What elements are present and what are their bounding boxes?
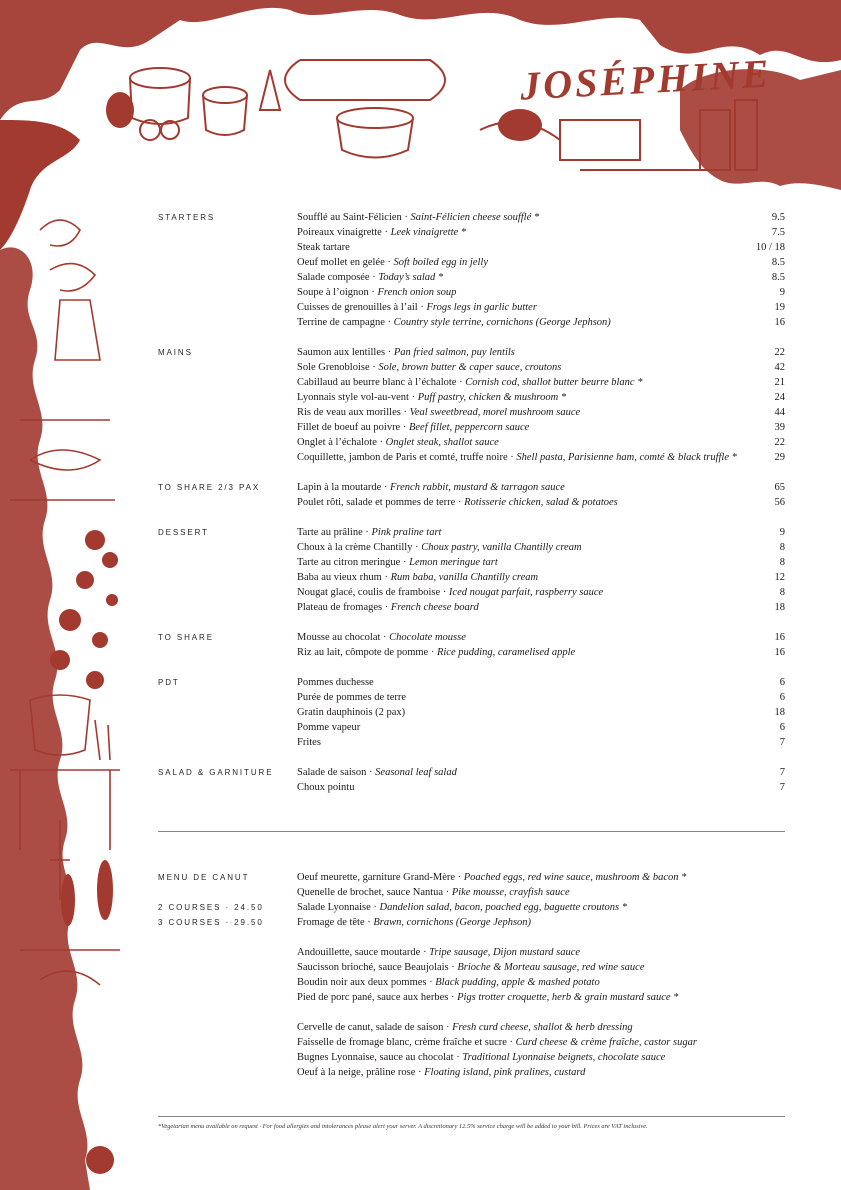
menu-item: Tarte au citron meringue · Lemon meringue tart 8 [297, 557, 785, 568]
item-translation: Floating island, pink pralines, custard [424, 1067, 586, 1078]
item-translation: Puff pastry, chicken & mushroom * [417, 392, 567, 403]
item-translation: Leek vinaigrette * [390, 227, 467, 238]
menu-item [297, 780, 785, 795]
section-label: MENU DE CANUT [158, 873, 250, 882]
item-translation: Iced nougat parfait, raspberry sauce [448, 587, 604, 598]
item-name: Coquillette, jambon de Paris et comté, truffe noire [297, 452, 508, 463]
item-price: 9 [779, 527, 785, 538]
item-name: Lapin à la moutarde [297, 482, 382, 493]
item-price: 44 [774, 407, 785, 418]
item-translation: Poached eggs, red wine sauce, mushroom & bacon * [463, 872, 687, 883]
item-name: Frites [297, 737, 321, 748]
menu-item: Salade de saison · Seasonal leaf salad 7 [297, 767, 785, 778]
item-translation: Onglet steak, shallot sauce [385, 437, 499, 448]
item-name: Choux pointu [297, 782, 355, 793]
item-price: 6 [779, 677, 785, 688]
item-name: Purée de pommes de terre [297, 692, 407, 703]
item-translation: Beef fillet, peppercorn sauce [408, 422, 530, 433]
menu-item: Salade composée · Today’s salad * 8.5 [297, 272, 785, 283]
item-name: Soupe à l’oignon [297, 287, 369, 298]
section-label: TO SHARE [158, 633, 214, 642]
item-name: Nougat glacé, coulis de framboise [297, 587, 441, 598]
item-price: 7 [779, 767, 785, 778]
item-translation: Today’s salad * [378, 272, 444, 283]
section-label: PDT [158, 678, 180, 687]
item-translation: Pink praline tart [371, 527, 442, 538]
menu-item [297, 675, 785, 690]
menu-item: Riz au lait, cômpote de pomme · Rice pudding, caramelised apple 16 [297, 647, 785, 658]
item-translation: Pigs trotter croquette, herb & grain mustard sauce * [457, 992, 679, 1003]
item-translation: Seasonal leaf salad [375, 767, 457, 778]
item-price: 24 [774, 392, 785, 403]
item-name: Onglet à l’échalote [297, 437, 377, 448]
item-price: 39 [774, 422, 785, 433]
item-translation: Lemon meringue tart [409, 557, 498, 568]
menu-item: Saucisson brioché, sauce Beaujolais · Brioche & Morteau sausage, red wine sauce [297, 962, 645, 973]
item-translation: Brawn, cornichons (George Jephson) [373, 917, 532, 928]
item-name: Faisselle de fromage blanc, crème fraîche et sucre [297, 1037, 507, 1048]
item-translation: Tripe sausage, Dijon mustard sauce [429, 947, 581, 958]
item-translation: French onion soup [377, 287, 457, 298]
menu-item: Mousse au chocolat · Chocolate mousse 16 [297, 632, 785, 643]
item-list [297, 675, 785, 750]
item-name: Saumon aux lentilles [297, 347, 386, 358]
item-translation: Country style terrine, cornichons (George Jephson) [393, 317, 611, 328]
three-courses-price: 3 COURSES · 29.50 [158, 918, 264, 927]
menu-item: Quenelle de brochet, sauce Nantua · Pike mousse, crayfish sauce [297, 887, 570, 898]
item-translation: Dandelion salad, bacon, poached egg, baguette croutons * [379, 902, 628, 913]
item-translation: Saint-Félicien cheese soufflé * [410, 212, 540, 223]
item-name: Pommes duchesse [297, 677, 374, 688]
item-translation: Choux pastry, vanilla Chantilly cream [421, 542, 582, 553]
menu-item: Andouillette, sauce moutarde · Tripe sausage, Dijon mustard sauce [297, 947, 581, 958]
item-translation: Pike mousse, crayfish sauce [451, 887, 570, 898]
menu-item: Choux à la crème Chantilly · Choux pastry, vanilla Chantilly cream 8 [297, 542, 785, 553]
item-name: Soufflé au Saint-Félicien [297, 212, 402, 223]
item-translation: Pan fried salmon, puy lentils [393, 347, 515, 358]
item-price: 65 [774, 482, 785, 493]
item-price: 12 [774, 572, 785, 583]
canut-group-mains [297, 945, 785, 1005]
item-name: Fromage de tête [297, 917, 365, 928]
menu-item: Oeuf à la neige, prâline rose · Floating island, pink pralines, custard [297, 1067, 586, 1078]
item-translation: Curd cheese & crème fraîche, castor sugar [515, 1037, 697, 1048]
item-name: Cabillaud au beurre blanc à l’échalote [297, 377, 457, 388]
item-name: Boudin noir aux deux pommes [297, 977, 427, 988]
menu-item [297, 720, 785, 735]
menu-item: Bugnes Lyonnaise, sauce au chocolat · Traditional Lyonnaise beignets, chocolate sauce [297, 1052, 666, 1063]
menu-item: Faisselle de fromage blanc, crème fraîche et sucre · Curd cheese & crème fraîche, castor sugar [297, 1037, 697, 1048]
menu-item: Oeuf meurette, garniture Grand-Mère · Poached eggs, red wine sauce, mushroom & bacon * [297, 872, 687, 883]
menu-item: Lyonnais style vol-au-vent · Puff pastry, chicken & mushroom * 24 [297, 392, 785, 403]
divider [158, 1116, 785, 1117]
item-translation: Veal sweetbread, morel mushroom sauce [409, 407, 581, 418]
menu-item: Terrine de campagne · Country style terrine, cornichons (George Jephson) 16 [297, 317, 785, 328]
item-name: Choux à la crème Chantilly [297, 542, 413, 553]
item-price: 7 [779, 782, 785, 793]
item-price: 19 [774, 302, 785, 313]
menu-item: Sole Grenobloise · Sole, brown butter & caper sauce, croutons 42 [297, 362, 785, 373]
item-name: Mousse au chocolat [297, 632, 381, 643]
menu-item: Poulet rôti, salade et pommes de terre · Rotisserie chicken, salad & potatoes 56 [297, 497, 785, 508]
item-translation: Shell pasta, Parisienne ham, comté & black truffle * [516, 452, 737, 463]
item-list [297, 630, 785, 660]
menu-item: Soufflé au Saint-Félicien · Saint-Félicien cheese soufflé * 9.5 [297, 212, 785, 223]
item-name: Quenelle de brochet, sauce Nantua [297, 887, 444, 898]
item-translation: Cornish cod, shallot butter beurre blanc * [465, 377, 643, 388]
item-price: 9 [779, 287, 785, 298]
item-name: Lyonnais style vol-au-vent [297, 392, 409, 403]
item-price: 16 [774, 647, 785, 658]
item-name: Gratin dauphinois (2 pax) [297, 707, 406, 718]
item-list [297, 480, 785, 510]
item-translation: Rice pudding, caramelised apple [436, 647, 576, 658]
item-name: Pied de porc pané, sauce aux herbes [297, 992, 449, 1003]
item-name: Cervelle de canut, salade de saison [297, 1022, 444, 1033]
item-name: Saucisson brioché, sauce Beaujolais [297, 962, 449, 973]
canut-group-desserts [297, 1020, 785, 1080]
item-list [297, 210, 785, 330]
section-label: STARTERS [158, 213, 216, 222]
item-name: Baba au vieux rhum [297, 572, 382, 583]
item-price: 7 [779, 737, 785, 748]
divider [158, 831, 785, 832]
section-label: DESSERT [158, 528, 209, 537]
menu-item [297, 690, 785, 705]
item-price: 8.5 [771, 272, 785, 283]
item-translation: Black pudding, apple & mashed potato [435, 977, 600, 988]
menu-item: Fillet de boeuf au poivre · Beef fillet, peppercorn sauce 39 [297, 422, 785, 433]
item-price: 6 [779, 722, 785, 733]
item-price: 18 [774, 602, 785, 613]
item-price: 7.5 [771, 227, 785, 238]
menu-item: Lapin à la moutarde · French rabbit, mustard & tarragon sauce 65 [297, 482, 785, 493]
item-name: Salade de saison [297, 767, 367, 778]
item-translation: Brioche & Morteau sausage, red wine sauce [457, 962, 645, 973]
menu-item: Ris de veau aux morilles · Veal sweetbread, morel mushroom sauce 44 [297, 407, 785, 418]
item-translation: French rabbit, mustard & tarragon sauce [390, 482, 565, 493]
item-name: Steak tartare [297, 242, 350, 253]
item-translation: Fresh curd cheese, shallot & herb dressing [452, 1022, 633, 1033]
menu-item [297, 735, 785, 750]
item-translation: Frogs legs in garlic butter [426, 302, 537, 313]
brand-logo: JOSÉPHINE [518, 50, 773, 109]
item-price: 8.5 [771, 257, 785, 268]
menu-item: Tarte au prâline · Pink praline tart 9 [297, 527, 785, 538]
item-price: 10 / 18 [755, 242, 785, 253]
menu-item: Cervelle de canut, salade de saison · Fresh curd cheese, shallot & herb dressing [297, 1022, 633, 1033]
item-name: Plateau de fromages [297, 602, 383, 613]
item-price: 9.5 [771, 212, 785, 223]
menu-item: Soupe à l’oignon · French onion soup 9 [297, 287, 785, 298]
item-name: Cuisses de grenouilles à l’ail [297, 302, 418, 313]
item-name: Sole Grenobloise [297, 362, 370, 373]
menu-item: Oeuf mollet en gelée · Soft boiled egg in jelly 8.5 [297, 257, 785, 268]
two-courses-price: 2 COURSES · 24.50 [158, 903, 264, 912]
footnote: *Vegetarian menu available on request · For food allergies and intolerances please alert your server. A discretionary 12.5% service charge will be added to your bill. Prices are VAT inclusive. [158, 1123, 648, 1130]
item-name: Terrine de campagne [297, 317, 385, 328]
menu-item: Cuisses de grenouilles à l’ail · Frogs legs in garlic butter 19 [297, 302, 785, 313]
item-translation: Rum baba, vanilla Chantilly cream [390, 572, 539, 583]
item-name: Salade composée [297, 272, 370, 283]
item-price: 8 [779, 557, 785, 568]
item-translation: Rotisserie chicken, salad & potatoes [464, 497, 618, 508]
canut-group-starters [297, 870, 785, 930]
item-list [297, 345, 785, 465]
item-name: Bugnes Lyonnaise, sauce au chocolat [297, 1052, 454, 1063]
item-list [297, 525, 785, 615]
menu-item: Fromage de tête · Brawn, cornichons (George Jephson) [297, 917, 532, 928]
menu-item: Cabillaud au beurre blanc à l’échalote · Cornish cod, shallot butter beurre blanc * 21 [297, 377, 785, 388]
item-price: 16 [774, 632, 785, 643]
menu-item: Coquillette, jambon de Paris et comté, truffe noire · Shell pasta, Parisienne ham, comté & black truffle * 29 [297, 452, 785, 463]
item-translation: Chocolate mousse [389, 632, 466, 643]
menu-item [297, 240, 785, 255]
item-name: Riz au lait, cômpote de pomme [297, 647, 429, 658]
item-price: 16 [774, 317, 785, 328]
menu-item: Baba au vieux rhum · Rum baba, vanilla Chantilly cream 12 [297, 572, 785, 583]
item-name: Tarte au prâline [297, 527, 363, 538]
item-name: Poulet rôti, salade et pommes de terre [297, 497, 456, 508]
section-label: TO SHARE 2/3 PAX [158, 483, 261, 492]
item-translation: Soft boiled egg in jelly [393, 257, 488, 268]
item-price: 22 [774, 437, 785, 448]
menu-item [297, 705, 785, 720]
item-price: 18 [774, 707, 785, 718]
item-price: 8 [779, 587, 785, 598]
menu-item: Pied de porc pané, sauce aux herbes · Pigs trotter croquette, herb & grain mustard sauce * [297, 992, 679, 1003]
item-name: Pomme vapeur [297, 722, 361, 733]
item-price: 56 [774, 497, 785, 508]
menu-item: Poireaux vinaigrette · Leek vinaigrette * 7.5 [297, 227, 785, 238]
menu-item: Onglet à l’échalote · Onglet steak, shallot sauce 22 [297, 437, 785, 448]
item-name: Oeuf mollet en gelée [297, 257, 385, 268]
menu-item: Plateau de fromages · French cheese board 18 [297, 602, 785, 613]
menu-item: Nougat glacé, coulis de framboise · Iced nougat parfait, raspberry sauce 8 [297, 587, 785, 598]
section-label: MAINS [158, 348, 193, 357]
item-price: 29 [774, 452, 785, 463]
item-price: 6 [779, 692, 785, 703]
menu-item: Boudin noir aux deux pommes · Black pudding, apple & mashed potato [297, 977, 600, 988]
item-price: 21 [774, 377, 785, 388]
item-translation: Sole, brown butter & caper sauce, croutons [378, 362, 562, 373]
item-price: 22 [774, 347, 785, 358]
item-name: Oeuf meurette, garniture Grand-Mère [297, 872, 456, 883]
item-name: Tarte au citron meringue [297, 557, 401, 568]
item-name: Ris de veau aux morilles [297, 407, 401, 418]
item-name: Andouillette, sauce moutarde [297, 947, 421, 958]
item-price: 42 [774, 362, 785, 373]
item-translation: Traditional Lyonnaise beignets, chocolate sauce [462, 1052, 666, 1063]
item-name: Fillet de boeuf au poivre [297, 422, 401, 433]
item-name: Poireaux vinaigrette [297, 227, 382, 238]
item-price: 8 [779, 542, 785, 553]
menu-item: Saumon aux lentilles · Pan fried salmon, puy lentils 22 [297, 347, 785, 358]
section-label: SALAD & GARNITURE [158, 768, 274, 777]
item-name: Oeuf à la neige, prâline rose [297, 1067, 416, 1078]
item-translation: French cheese board [390, 602, 479, 613]
menu-item: Salade Lyonnaise · Dandelion salad, bacon, poached egg, baguette croutons * [297, 902, 628, 913]
item-list [297, 765, 785, 795]
item-name: Salade Lyonnaise [297, 902, 371, 913]
